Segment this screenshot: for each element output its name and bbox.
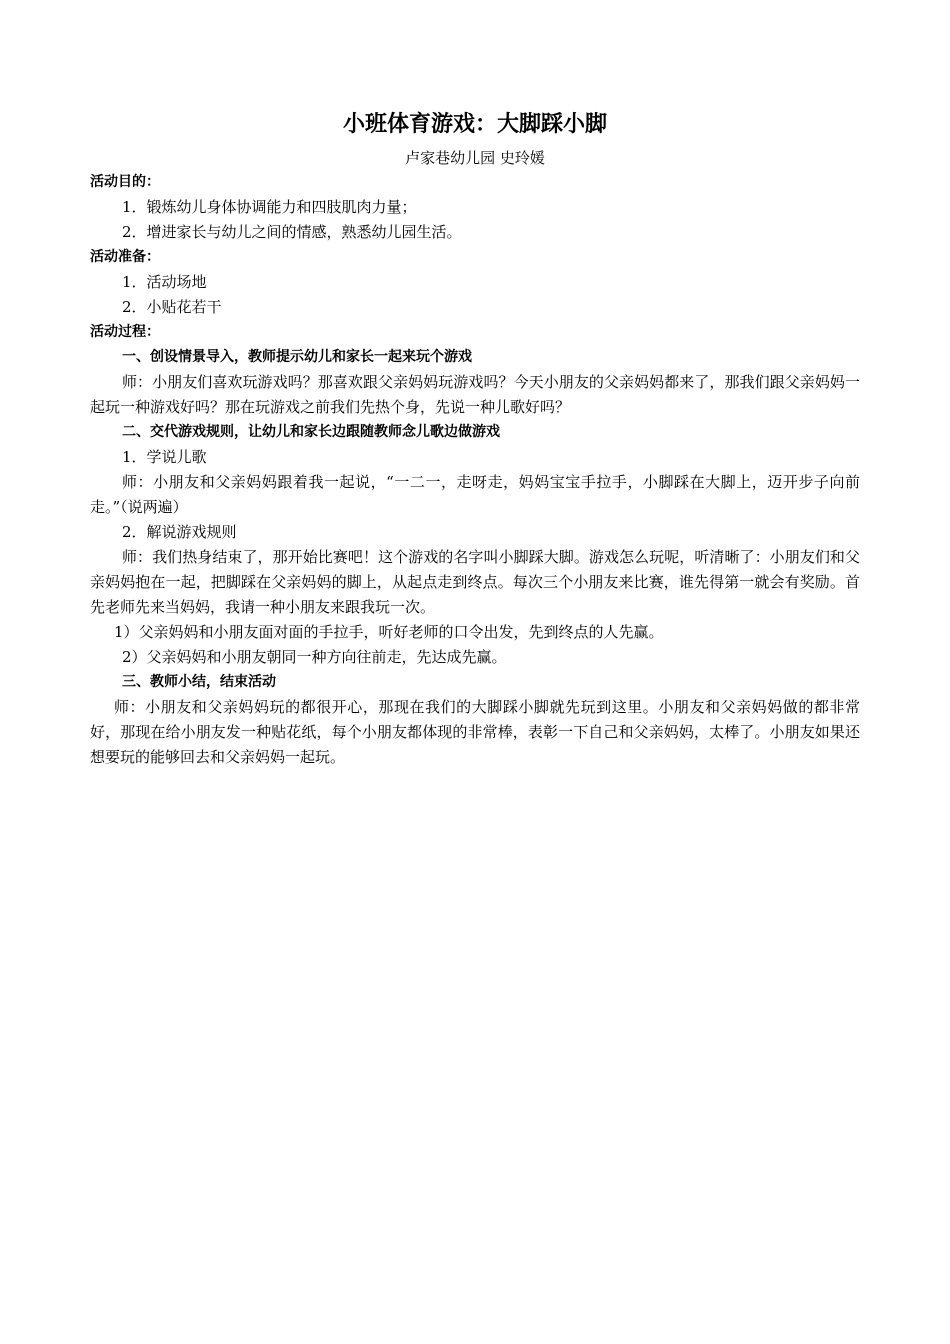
goals-heading: 活动目的： bbox=[90, 174, 160, 190]
rule-item: 1）父亲妈妈和小朋友面对面的手拉手，听好老师的口令出发，先到终点的人先赢。 bbox=[114, 623, 664, 641]
goal-item: 2．增进家长与幼儿之间的情感，熟悉幼儿园生活。 bbox=[122, 223, 462, 241]
document-page bbox=[90, 108, 860, 770]
step2-sub2-text: 师：我们热身结束了，那开始比赛吧！这个游戏的名字叫小脚踩大脚。游戏怎么玩呢，听清晰了：小朋友们和父亲妈妈抱在一起，把脚踩在父亲妈妈的脚上，从起点走到终点。每次三个小朋友来比赛，谁先得第一就会有奖励。首先老师先来当妈妈，我请一种小朋友来跟我玩一次。 bbox=[90, 548, 860, 616]
step2-heading: 二、交代游戏规则，让幼儿和家长边跟随教师念儿歌边做游戏 bbox=[122, 424, 500, 440]
preparation-heading: 活动准备： bbox=[90, 249, 160, 265]
document-title: 小班体育游戏：大脚踩小脚 bbox=[342, 112, 607, 137]
step3-text: 师：小朋友和父亲妈妈玩的都很开心，那现在我们的大脚踩小脚就先玩到这里。小朋友和父亲妈妈做的都非常好，那现在给小朋友发一种贴花纸，每个小朋友都体现的非常棒，表彰一下自己和父亲妈妈，太棒了。小朋友如果还想要玩的能够回去和父亲妈妈一起玩。 bbox=[90, 698, 860, 766]
step2-sub1-text: 师：小朋友和父亲妈妈跟着我一起说，“一二一，走呀走，妈妈宝宝手拉手，小脚踩在大脚上，迈开步子向前走。”（说两遍） bbox=[90, 473, 860, 516]
rule-item: 2）父亲妈妈和小朋友朝同一种方向往前走，先达成先赢。 bbox=[122, 648, 507, 666]
preparation-item: 1．活动场地 bbox=[122, 273, 207, 291]
process-heading: 活动过程： bbox=[90, 324, 160, 340]
step1-text: 师：小朋友们喜欢玩游戏吗？那喜欢跟父亲妈妈玩游戏吗？今天小朋友的父亲妈妈都来了，那我们跟父亲妈妈一起玩一种游戏好吗？那在玩游戏之前我们先热个身，先说一种儿歌好吗？ bbox=[90, 373, 860, 416]
step2-sub1-label: 1．学说儿歌 bbox=[122, 448, 207, 466]
step1-heading: 一、创设情景导入，教师提示幼儿和家长一起来玩个游戏 bbox=[122, 349, 472, 365]
step2-sub2-label: 2．解说游戏规则 bbox=[122, 523, 237, 541]
preparation-item: 2．小贴花若干 bbox=[122, 298, 222, 316]
goal-item: 1．锻炼幼儿身体协调能力和四肢肌肉力量； bbox=[122, 198, 417, 216]
document-author: 卢家巷幼儿园 史玲媛 bbox=[405, 149, 545, 167]
step3-heading: 三、教师小结，结束活动 bbox=[122, 674, 276, 690]
